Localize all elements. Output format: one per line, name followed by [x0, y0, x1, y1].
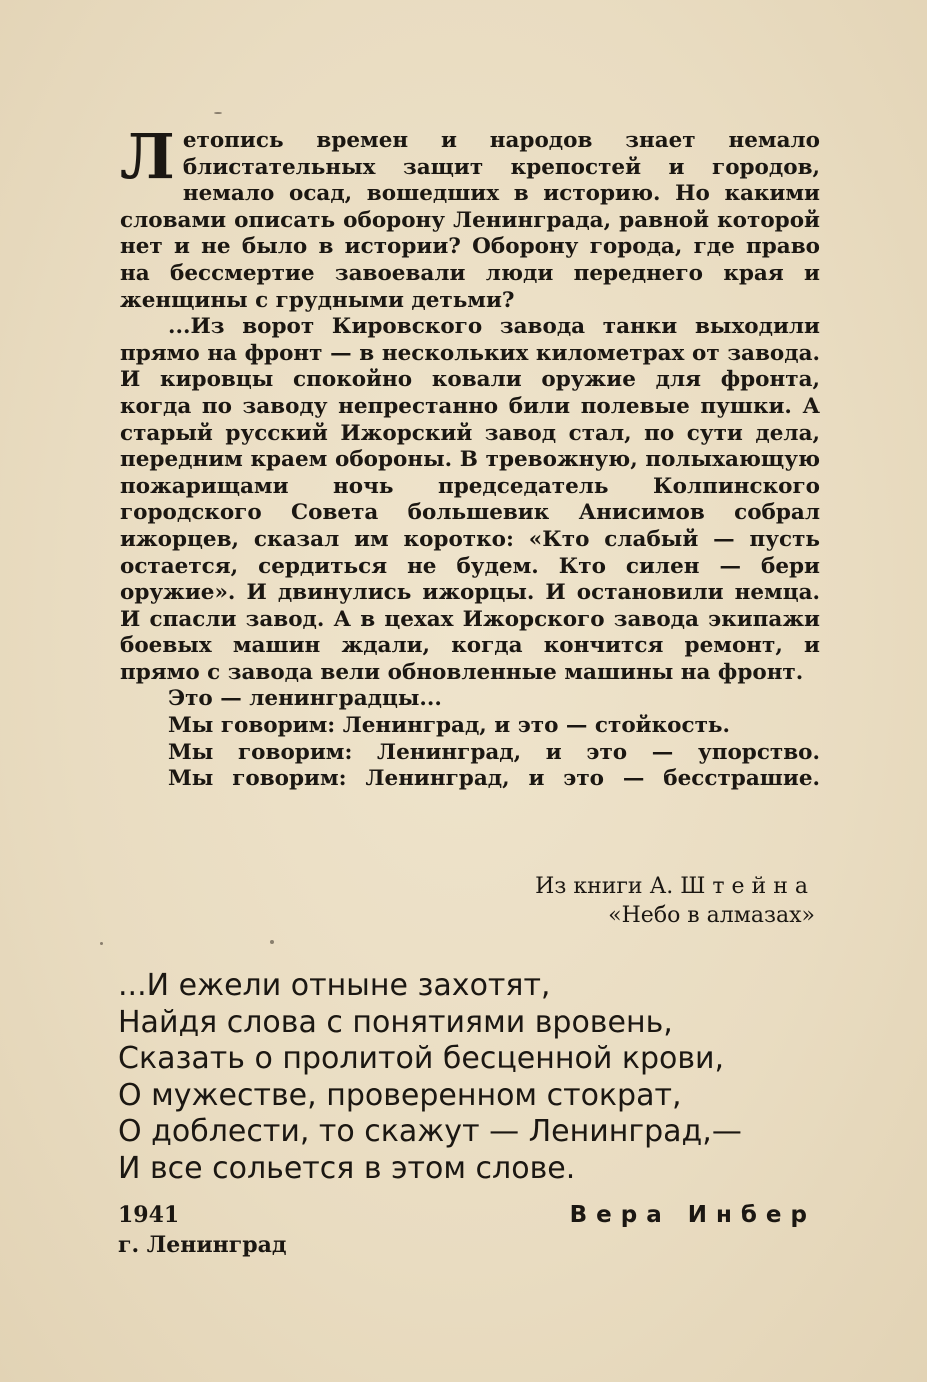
paper-speck	[270, 940, 274, 944]
poem-line: О доблести, то скажут — Ленинград,—	[118, 1114, 742, 1149]
poem-line: ...И ежели отныне захотят,	[118, 968, 551, 1003]
poem-year: 1941	[118, 1202, 180, 1228]
source-prefix: Из книги А.	[535, 874, 674, 899]
refrain-line-1: Мы говорим: Ленинград, и это — стойкость.	[168, 713, 730, 739]
poem-line: И все сольется в этом слове.	[118, 1150, 576, 1186]
drop-cap: Л	[120, 120, 175, 193]
source-author: Штейна	[680, 874, 815, 899]
refrain-line-2: Мы говорим: Ленинград, и это — упорство.	[168, 739, 820, 765]
poem-place: г. Ленинград	[118, 1232, 287, 1258]
refrain-line-3: Мы говорим: Ленинград, и это — бесстрашие.	[168, 766, 820, 792]
paper-speck	[100, 942, 103, 945]
poem-author: Вера Инбер	[569, 1202, 816, 1228]
source-line-1	[400, 872, 815, 901]
paragraph-2: ...Из ворот Кировского завода танки выходили прямо на фронт — в нескольких километрах от завода. И кировцы спокойно ковали оружие для фронта, когда по заводу непрестанно били полевые пушки. А старый русский Ижорский завод стал, по сути дела, передним краем обороны. В тревожную, полыхающую пожарищами ночь председатель Колпинского городского Совета большевик Анисимов собрал ижорцев, сказал им коротко: «Кто слабый — пусть остается, сердиться не будем. Кто силен — бери оружие». И двинулись ижорцы. И остановили немца. И спасли завод. А в цехах Ижорского завода экипажи боевых машин ждали, когда кончится ремонт, и прямо с завода вели обновленные машины на фронт.	[120, 314, 820, 685]
poem-line: О мужестве, проверенном стократ,	[118, 1077, 682, 1113]
source-attribution	[400, 872, 815, 930]
paragraph-1-text: етопись времен и народов знает немало блистательных защит крепостей и городов, немало осад, вошедших в историю. Но какими словами описать оборону Ленинграда, равной которой нет и не было в истории? Оборону города, где право на бессмертие завоевали люди переднего края и женщины с грудными детьми?	[120, 128, 820, 313]
prose-block	[120, 120, 820, 793]
poem-line: Найдя слова с понятиями вровень,	[118, 1004, 673, 1040]
paper-speck	[214, 112, 222, 114]
poem	[118, 968, 818, 1187]
paragraph-3: Это — ленинградцы...	[168, 686, 442, 712]
paragraph-1	[120, 120, 820, 314]
source-book: «Небо в алмазах»	[608, 903, 815, 928]
poem-line: Сказать о пролитой бесценной крови,	[118, 1041, 725, 1076]
